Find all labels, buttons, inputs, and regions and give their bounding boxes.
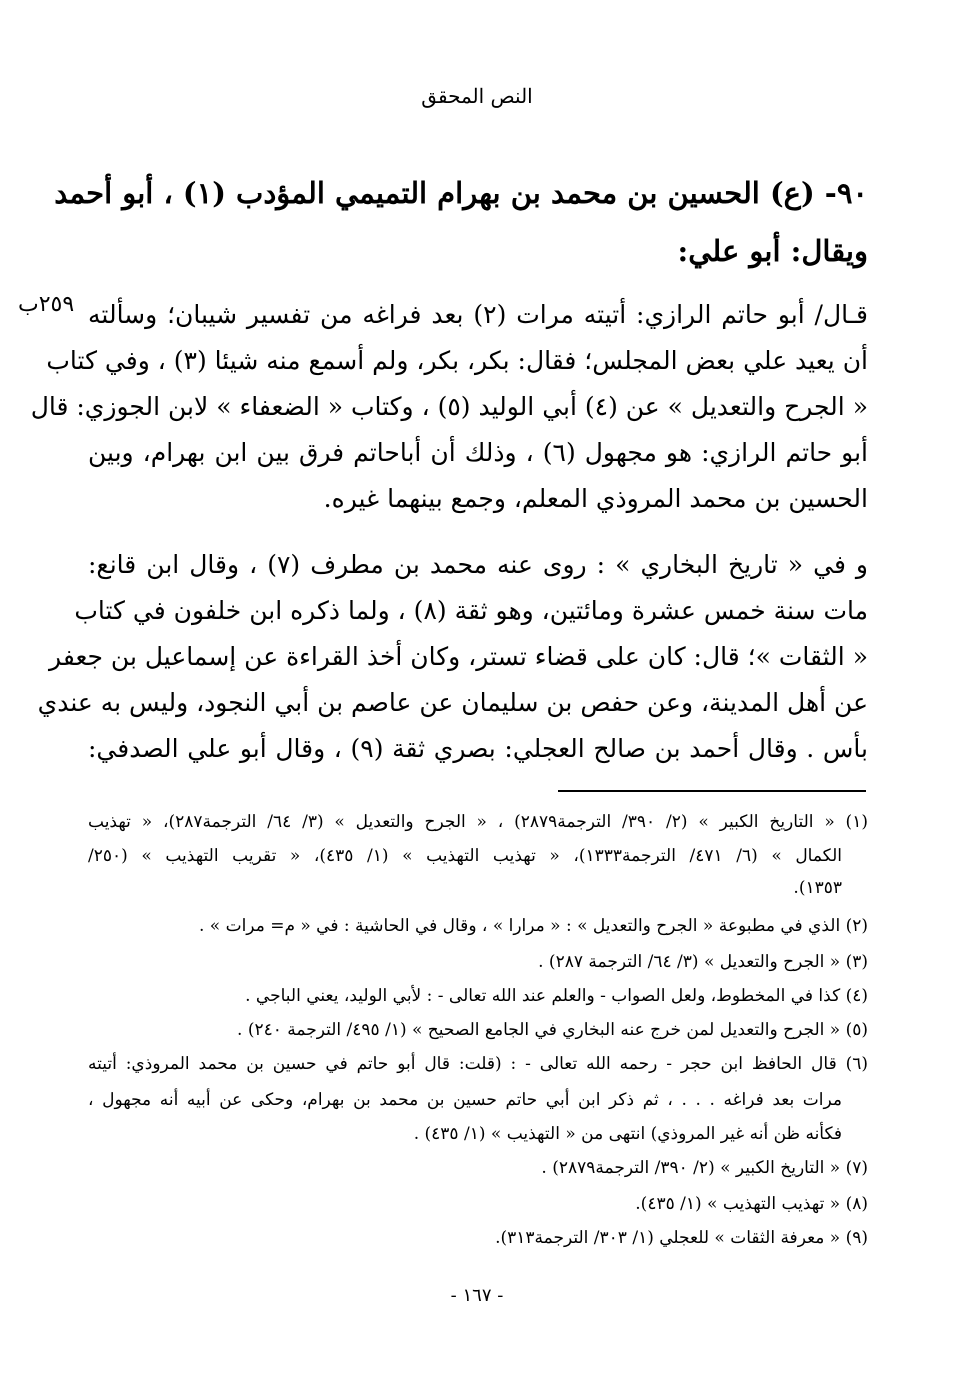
footnote-line: (٢) الذي في مطبوعة « الجرح والتعديل » : « مرارا » ، وقال في الحاشية : في « م= مرات » .	[198, 916, 868, 936]
footnote-line: (٤) كذا في المخطوط، ولعل الصواب - والعلم عند الله تعالى - : لأبي الوليد، يعني الباجي .	[245, 986, 868, 1006]
body-line: و في « تاريخ البخاري » : روى عنه محمد بن مطرف (٧) ، وقال ابن قانع:	[88, 550, 868, 579]
footnote-line: (١) « التاريخ الكبير » (٢/ ٣٩٠/ الترجمة٢٨٧٩) ، « الجرح والتعديل » (٣/ ٦٤/ الترجمة٢٨٧)، « تهذيب	[88, 812, 868, 832]
footnote-line: (٩) « معرفة الثقات » للعجلي (١/ ٣٠٣/ الترجمة٣١٣).	[495, 1228, 868, 1248]
body-line: مات سنة خمس عشرة ومائتين، وهو ثقة (٨) ، ولما ذكره ابن خلفون في كتاب	[74, 596, 868, 625]
body-line: قـال/ أبو حاتم الرازي: أتيته مرات (٢) بعد فراغه من تفسير شيبان؛ وسألته	[88, 300, 868, 329]
entry-heading-line: ٩٠- (ع) الحسين بن محمد بن بهرام التميمي المؤدب (١) ، أبو أحمد	[54, 176, 868, 210]
footnote-line: (٦) قال الحافظ ابن حجر - رحمه الله تعالى - : (قلت: قال أبو حاتم في حسين بن محمد المروذي: أتيته	[88, 1054, 868, 1074]
body-line: بأس . وقال أحمد بن صالح العجلي: بصري ثقة (٩) ، وقال أبو علي الصدفي:	[88, 734, 868, 763]
footnote-line: فكأنه ظن أنه غير المروذي) انتهى من « التهذيب » (١/ ٤٣٥) .	[413, 1124, 842, 1144]
footnote-line: ١٣٥٣).	[793, 878, 842, 898]
body-line: أن يعيد علي بعض المجلس؛ فقال: بكر، بكر، ولم أسمع منه شيئا (٣) ، وفي كتاب	[46, 346, 868, 375]
body-line: أبو حاتم الرازي: هو مجهول (٦) ، وذلك أن أباحاتم فرق بين ابن بهرام، وبين	[88, 438, 868, 467]
body-line: عن أهل المدينة، وعن حفص بن سليمان عن عاصم بن أبي النجود، وليس به عندي	[37, 688, 868, 717]
footnote-line: (٨) « تهذيب التهذيب » (١/ ٤٣٥).	[635, 1194, 868, 1214]
footnote-line: (٧) « التاريخ الكبير » (٢/ ٣٩٠/ الترجمة٢٨٧٩) .	[541, 1158, 868, 1178]
manuscript-folio-note: ٢٥٩ب	[18, 292, 75, 317]
entry-heading-line: ويقال: أبو علي:	[677, 234, 868, 268]
page-number: - ١٦٧ -	[450, 1285, 504, 1306]
footnote-line: (٣) « الجرح والتعديل » (٣/ ٦٤/ الترجمة ٢٨٧) .	[538, 952, 868, 972]
body-line: « الجرح والتعديل » عن (٤) أبي الوليد (٥) ، وكتاب « الضعفاء » لابن الجوزي: قال	[30, 392, 868, 421]
footnote-separator	[558, 790, 866, 792]
footnote-line: الكمال » (٦/ ٤٧١/ الترجمة١٣٣٣)، « تهذيب التهذيب » (١/ ٤٣٥)، « تقريب التهذيب » (٢٥٠/	[88, 846, 842, 866]
running-header: النص المحقق	[421, 84, 533, 108]
footnote-line: (٥) « الجرح والتعديل لمن خرج عنه البخاري في الجامع الصحيح » (١/ ٤٩٥/ الترجمة ٢٤٠) .	[237, 1020, 868, 1040]
footnote-line: مرات بعد فراغه . . . ، ثم ذكر ابن أبي حاتم حسين بن محمد بن بهرام، وحكى عن أبيه أنه مجهول ،	[88, 1090, 842, 1110]
body-line: « الثقات »؛ قال: كان على قضاء تستر، وكان أخذ القراءة عن إسماعيل بن جعفر	[49, 642, 868, 671]
body-line: الحسين بن محمد المروذي المعلم، وجمع بينهما غيره.	[323, 484, 868, 513]
